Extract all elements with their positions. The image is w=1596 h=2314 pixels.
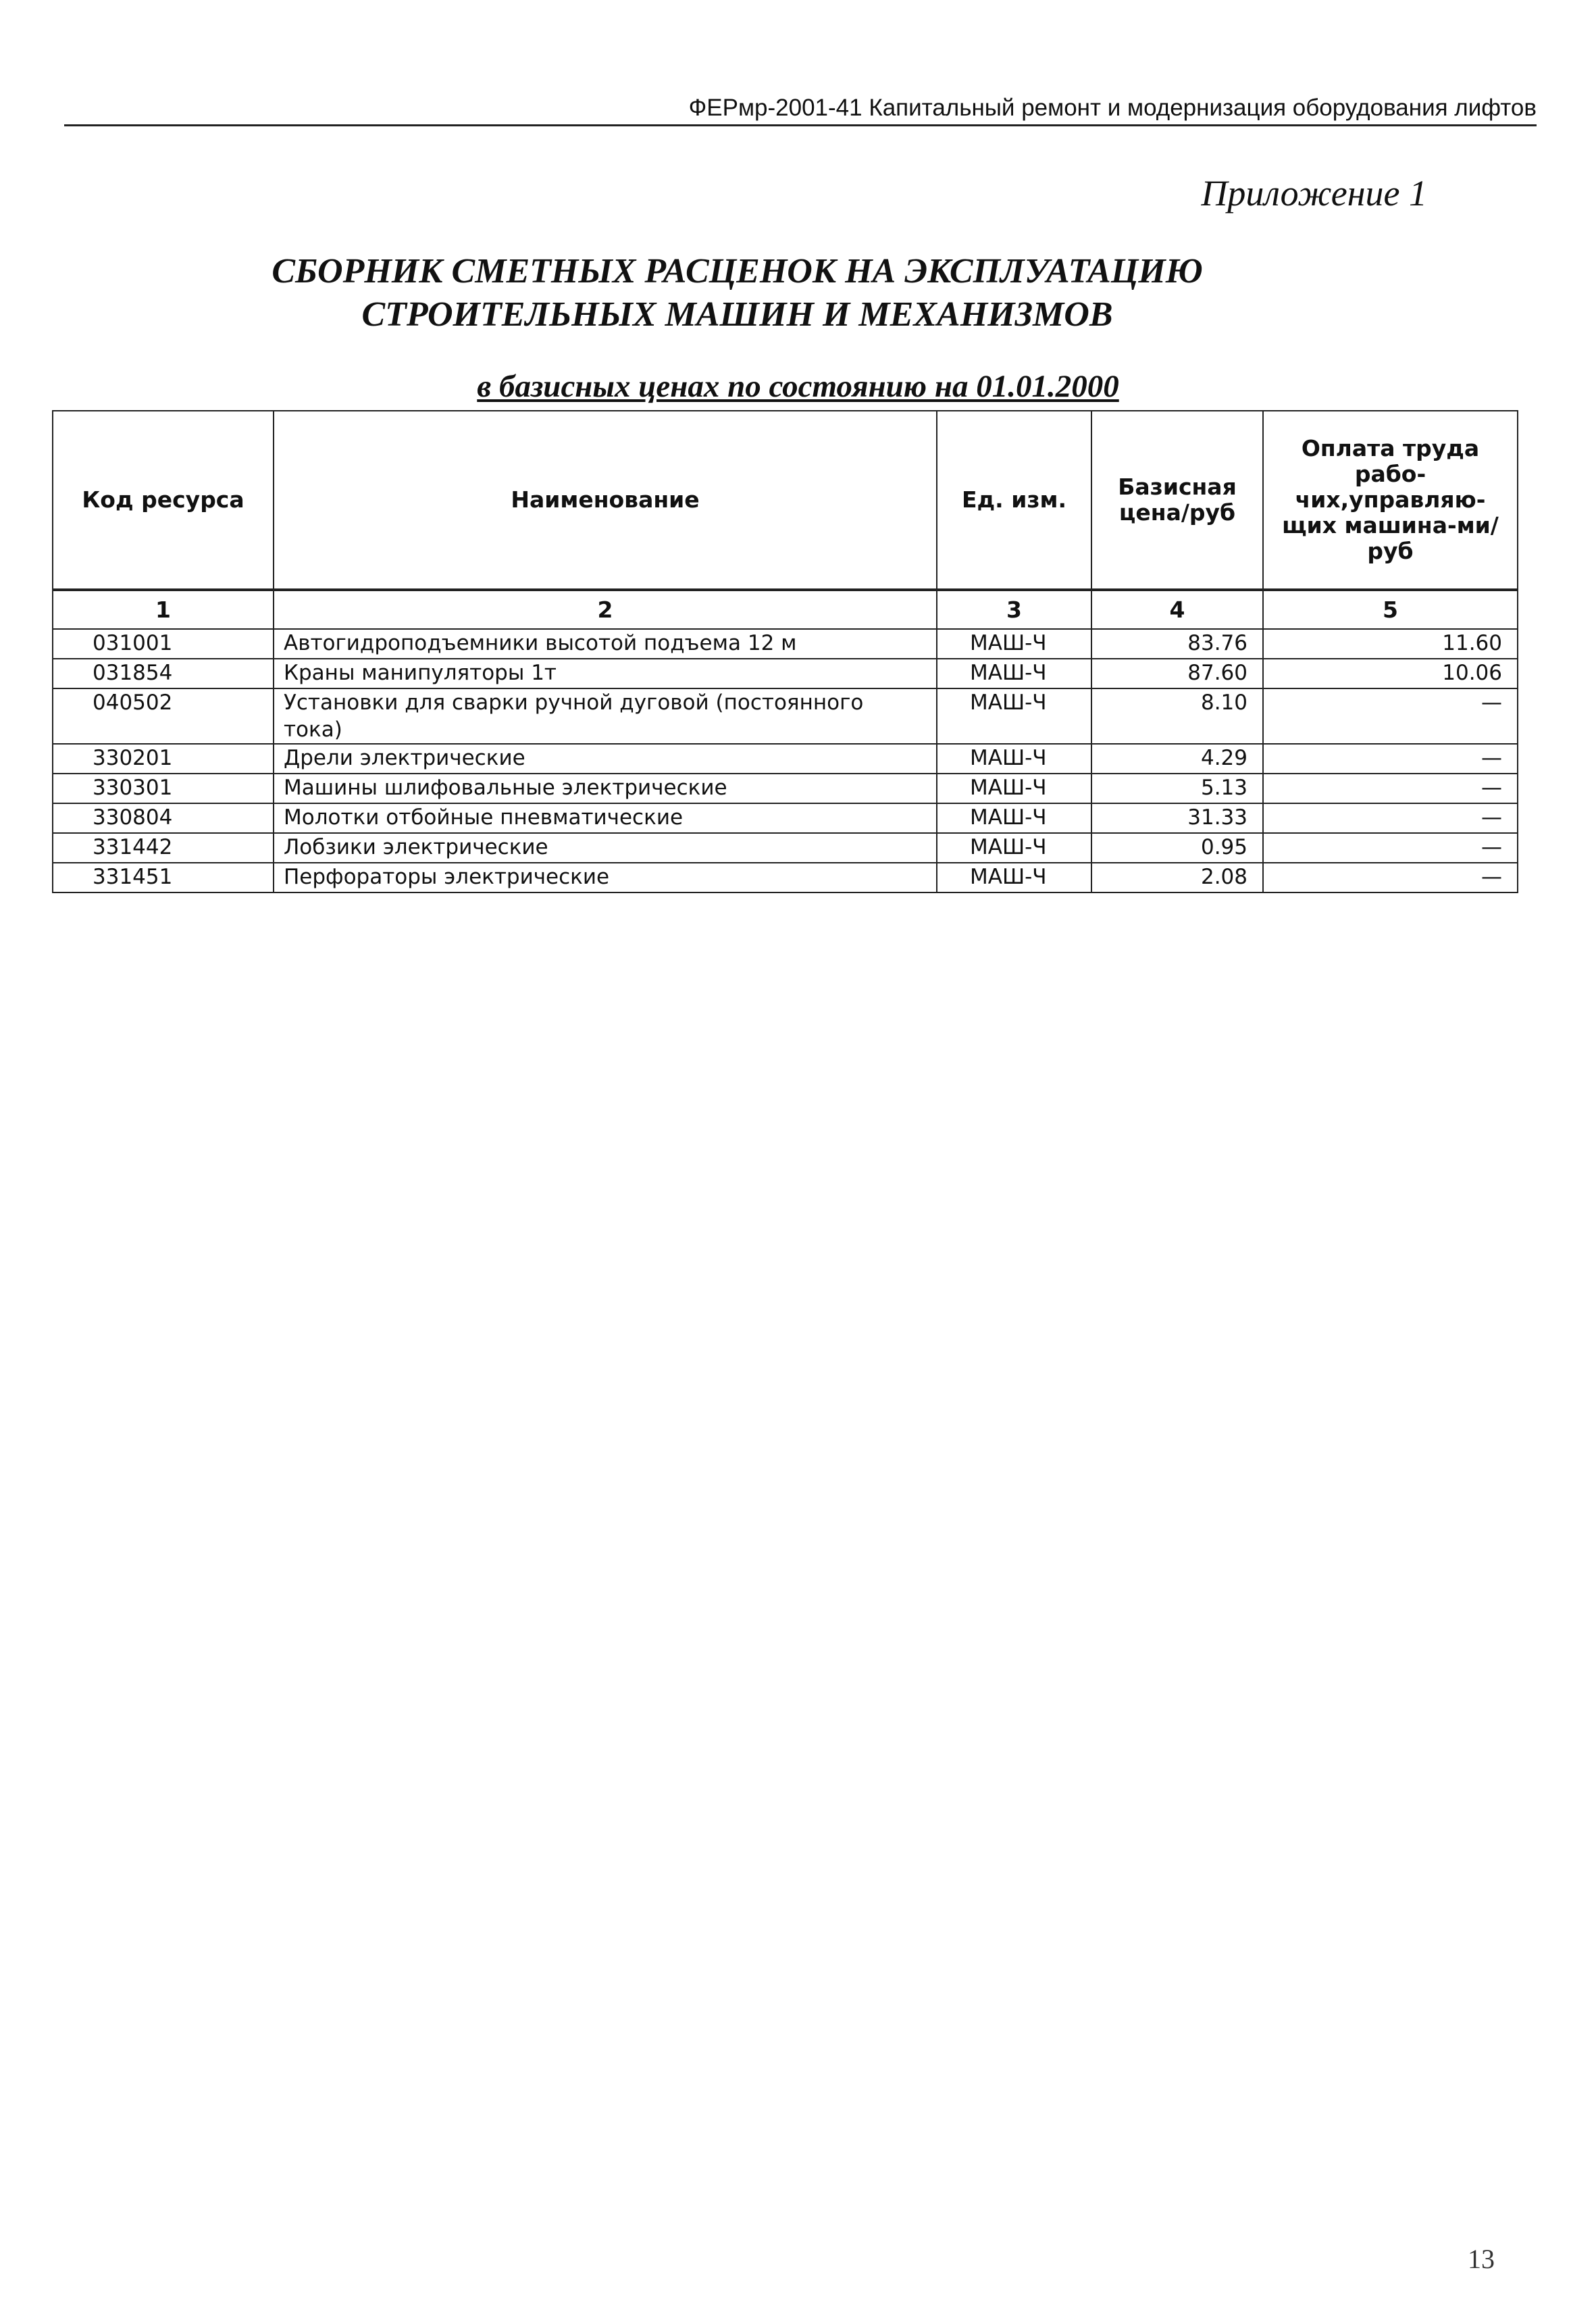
column-header-wage: Оплата труда рабо-чих,управляю-щих машина-ми/руб [1263,411,1518,590]
wage-cell: — [1263,688,1518,744]
table-row [53,629,1518,659]
resource-name-cell: Машины шлифовальные электрические [274,774,937,803]
table-row [53,833,1518,863]
resource-code-cell: 330201 [53,744,274,774]
unit-cell: МАШ-Ч [937,688,1091,744]
resource-name-cell: Краны манипуляторы 1т [274,659,937,688]
document-title [0,250,1596,336]
column-number-row [53,590,1518,629]
price-cell: 0.95 [1091,833,1263,863]
column-number: 4 [1091,590,1263,629]
table-row [53,774,1518,803]
price-cell: 83.76 [1091,629,1263,659]
unit-cell: МАШ-Ч [937,833,1091,863]
title-line: СБОРНИК СМЕТНЫХ РАСЦЕНОК НА ЭКСПЛУАТАЦИЮ [272,252,1203,291]
resource-name-cell: Дрели электрические [274,744,937,774]
unit-cell: МАШ-Ч [937,659,1091,688]
resource-code-cell: 040502 [53,688,274,744]
unit-cell: МАШ-Ч [937,863,1091,892]
resource-code-cell: 330804 [53,803,274,833]
unit-cell: МАШ-Ч [937,744,1091,774]
resource-name-cell: Перфораторы электрические [274,863,937,892]
table-row [53,803,1518,833]
table-row [53,659,1518,688]
column-header-price: Базисная цена/руб [1091,411,1263,590]
resource-code-cell: 031854 [53,659,274,688]
column-number: 3 [937,590,1091,629]
appendix-label: Приложение 1 [1201,173,1427,213]
wage-cell: — [1263,863,1518,892]
resource-name-cell: Автогидроподъемники высотой подъема 12 м [274,629,937,659]
table-row [53,744,1518,774]
column-number: 1 [53,590,274,629]
resource-code-cell: 331451 [53,863,274,892]
document-subtitle [0,368,1596,405]
column-number: 5 [1263,590,1518,629]
subtitle-text: в базисных ценах по состоянию на 01.01.2000 [477,369,1119,404]
price-cell: 4.29 [1091,744,1263,774]
price-cell: 2.08 [1091,863,1263,892]
resource-code-cell: 331442 [53,833,274,863]
wage-cell: — [1263,744,1518,774]
unit-cell: МАШ-Ч [937,803,1091,833]
column-number: 2 [274,590,937,629]
wage-cell: — [1263,803,1518,833]
wage-cell: 10.06 [1263,659,1518,688]
resource-name-cell: Установки для сварки ручной дуговой (постоянного тока) [274,688,937,744]
unit-cell: МАШ-Ч [937,629,1091,659]
running-header: ФЕРмр-2001-41 Капитальный ремонт и модернизация оборудования лифтов [64,95,1537,126]
wage-cell: — [1263,774,1518,803]
wage-cell: — [1263,833,1518,863]
table-header-row [53,411,1518,590]
resource-name-cell: Молотки отбойные пневматические [274,803,937,833]
title-line: СТРОИТЕЛЬНЫХ МАШИН И МЕХАНИЗМОВ [361,295,1113,334]
rates-table [52,410,1518,893]
resource-code-cell: 330301 [53,774,274,803]
unit-cell: МАШ-Ч [937,774,1091,803]
wage-cell: 11.60 [1263,629,1518,659]
price-cell: 8.10 [1091,688,1263,744]
price-cell: 5.13 [1091,774,1263,803]
resource-name-cell: Лобзики электрические [274,833,937,863]
table-row [53,688,1518,744]
column-header-name: Наименование [274,411,937,590]
column-header-unit: Ед. изм. [937,411,1091,590]
column-header-code: Код ресурса [53,411,274,590]
resource-code-cell: 031001 [53,629,274,659]
table-row [53,863,1518,892]
price-cell: 87.60 [1091,659,1263,688]
page-number: 13 [1468,2244,1495,2274]
price-cell: 31.33 [1091,803,1263,833]
